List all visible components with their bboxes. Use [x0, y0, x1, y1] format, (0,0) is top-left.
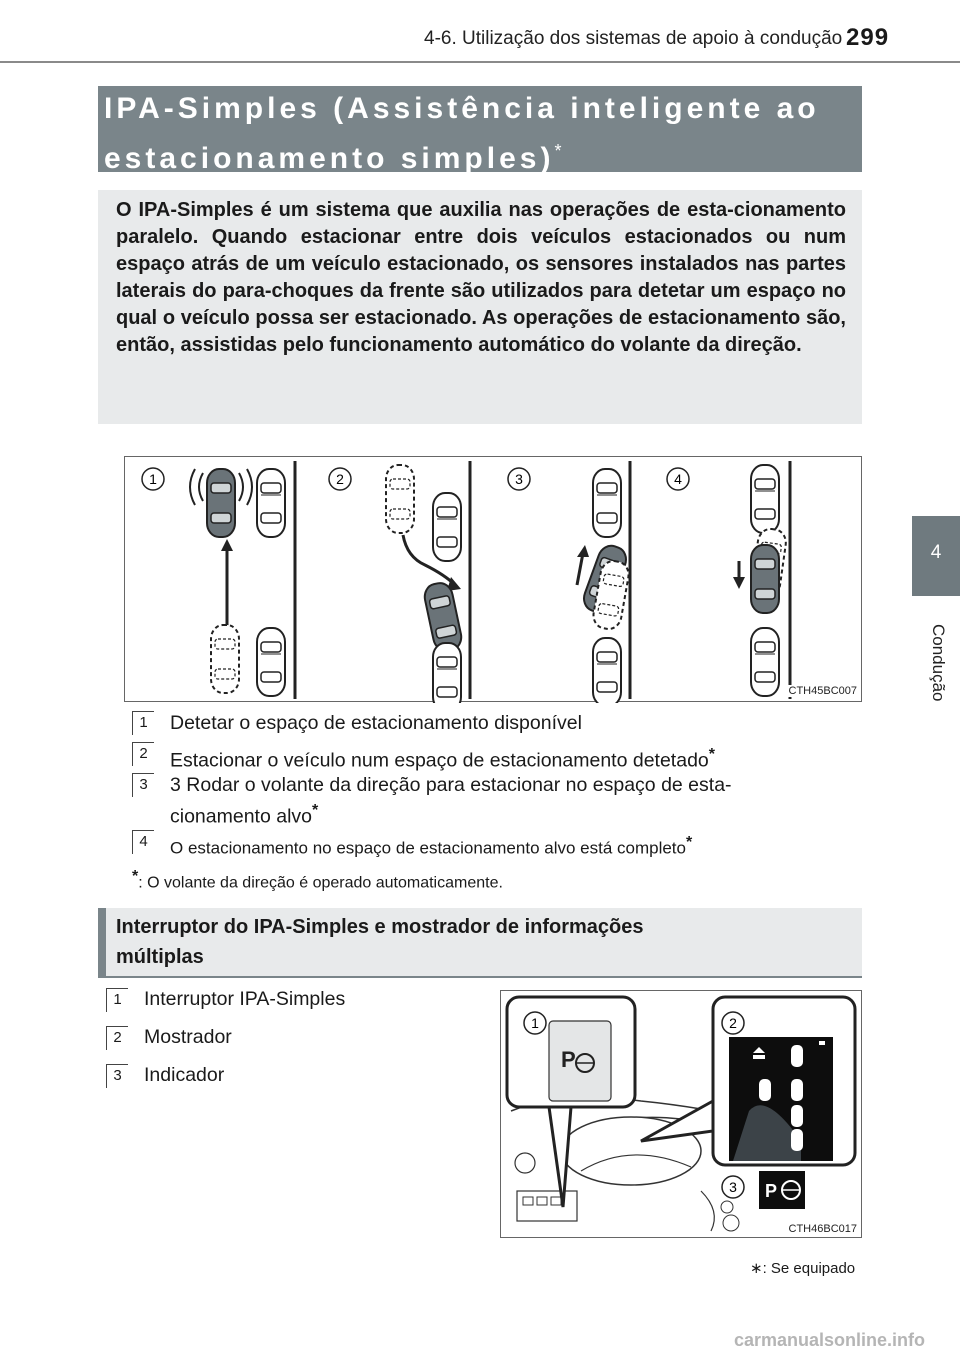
list-item-4-text: O estacionamento no espaço de estacionamento alvo está completo	[170, 838, 686, 858]
subsection-divider	[98, 976, 862, 978]
figure-code: CTH45BC007	[788, 685, 857, 697]
component-label-1: Interruptor IPA-Simples	[144, 988, 346, 1010]
equipped-mark: *	[554, 141, 562, 161]
page-number: 299	[846, 24, 890, 51]
auto-steer-mark: *	[708, 746, 715, 763]
step-number-3	[508, 468, 530, 490]
svg-text:P: P	[561, 1047, 576, 1072]
header-divider	[0, 61, 960, 63]
list-number-4: 4	[132, 830, 154, 854]
list-number-1: 1	[132, 711, 154, 735]
subsection-title	[116, 912, 644, 972]
svg-text:1: 1	[531, 1015, 539, 1031]
chapter-tab	[912, 516, 960, 596]
section-title-text: IPA-Simples (Assistência inteligente ao estacionamento simples)	[104, 92, 820, 175]
dashboard-illustration	[501, 991, 863, 1239]
page-header	[0, 0, 960, 66]
footnote-text: : O volante da direção é operado automaticamente.	[138, 874, 503, 892]
component-label-3: Indicador	[144, 1064, 225, 1086]
intro-text: O IPA-Simples é um sistema que auxilia nas operações de esta-cionamento paralelo. Quando estacionar entre dois veículos estacionados ou num espaço atrás de um veículo estacionado, os sensores instalados nas partes laterais do para-choques da frente são utilizados para detetar um espaço no qual o veículo possa ser estacionado. As operações de estacionamento são, então, assistidas pelo funcionamento automático do volante da direção.	[116, 199, 846, 356]
subsection-title-line1: Interruptor do IPA-Simples e mostrador de informações	[116, 916, 644, 938]
svg-text:3: 3	[515, 471, 523, 487]
chapter-tab-number: 4	[930, 542, 942, 563]
subsection-title-line2: múltiplas	[116, 946, 204, 968]
list-number-3: 3	[132, 773, 154, 797]
list-item-2	[170, 742, 715, 774]
component-number-2: 2	[106, 1026, 128, 1050]
list-item-3	[170, 773, 732, 830]
svg-text:3: 3	[729, 1179, 737, 1195]
list-item-1-text: Detetar o espaço de estacionamento disponível	[170, 712, 582, 734]
auto-steer-mark: *	[312, 802, 319, 819]
figure-code: CTH46BC017	[788, 1223, 857, 1235]
list-item-3-text: 3 Rodar o volante da direção para estacionar no espaço de esta-	[170, 774, 732, 796]
component-label-2: Mostrador	[144, 1026, 232, 1048]
list-item-3-text-cont: cionamento alvo	[170, 805, 313, 828]
svg-text:2: 2	[336, 471, 344, 487]
list-item-4	[170, 830, 692, 861]
chapter-tab-label: Condução	[929, 624, 948, 702]
svg-text:4: 4	[674, 471, 682, 487]
footnote-mark: *	[132, 868, 139, 885]
parking-steps-illustration	[125, 457, 863, 703]
parking-steps-figure	[124, 456, 862, 702]
step-number-2	[329, 468, 351, 490]
svg-text:2: 2	[729, 1015, 737, 1031]
list-number-2: 2	[132, 742, 154, 766]
watermark: carmanualsonline.info	[734, 1330, 926, 1350]
component-number-1: 1	[106, 988, 128, 1012]
list-item-2-text: Estacionar o veículo num espaço de estacionamento detetado	[170, 749, 709, 772]
section-title	[104, 88, 844, 180]
equipped-footnote: ∗: Se equipado	[750, 1260, 856, 1277]
auto-steer-mark: *	[686, 834, 693, 851]
svg-text:1: 1	[149, 471, 157, 487]
step-number-1	[142, 468, 164, 490]
dashboard-figure	[500, 990, 862, 1238]
svg-text:P: P	[765, 1181, 778, 1201]
chapter-title: 4-6. Utilização dos sistemas de apoio à condução	[424, 28, 843, 49]
component-number-3: 3	[106, 1064, 128, 1088]
step-number-4	[667, 468, 689, 490]
list-item-1	[170, 711, 582, 736]
footnote	[132, 868, 503, 892]
